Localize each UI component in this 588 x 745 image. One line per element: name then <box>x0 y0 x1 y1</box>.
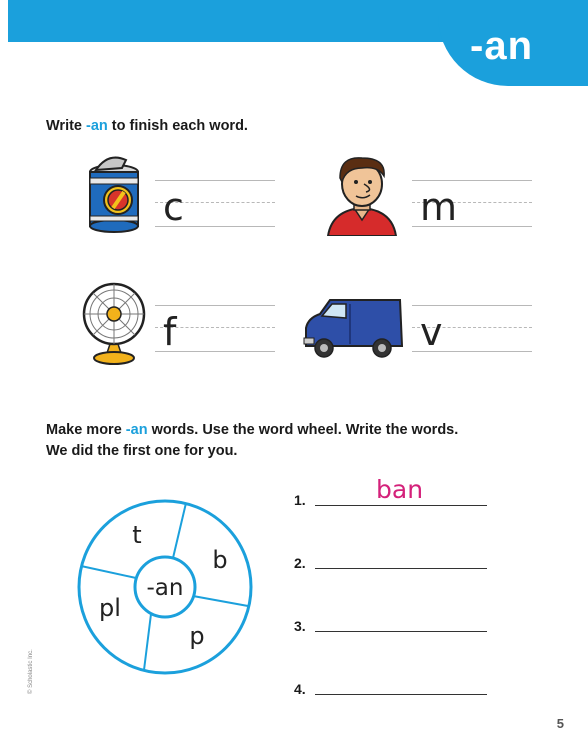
instruction-2-pre: Make more <box>46 422 126 438</box>
answer-number: 2. <box>294 555 306 571</box>
fan-icon <box>76 282 152 366</box>
wheel-divider <box>193 596 248 606</box>
word-wheel <box>76 498 254 676</box>
instruction-1 <box>46 116 248 137</box>
instruction-2-accent: -an <box>125 422 148 438</box>
wheel-center-ending: -an <box>146 575 184 601</box>
instruction-1-accent: -an <box>86 118 108 134</box>
answer-row-3[interactable] <box>294 606 494 636</box>
writing-line-top <box>412 180 532 181</box>
answer-line <box>315 631 487 632</box>
word-box-fan[interactable] <box>155 305 275 353</box>
can-icon <box>86 156 148 234</box>
instruction-2-line-2: We did the first one for you. <box>46 443 238 459</box>
page-number: 5 <box>556 716 564 731</box>
writing-line-top <box>412 305 532 306</box>
wheel-divider <box>81 566 136 578</box>
wheel-letter: pl <box>99 594 121 622</box>
answer-example-word: ban <box>376 475 424 504</box>
starting-letter: f <box>163 310 177 354</box>
starting-letter: m <box>420 185 458 229</box>
instruction-1-post: to finish each word. <box>107 118 248 134</box>
answer-line <box>315 694 487 695</box>
instruction-2-line-1 <box>46 420 458 441</box>
word-box-man[interactable] <box>412 180 532 228</box>
word-box-van[interactable] <box>412 305 532 353</box>
wheel-divider <box>173 503 186 558</box>
man-icon <box>326 152 398 236</box>
word-box-can[interactable] <box>155 180 275 228</box>
answer-line <box>315 505 487 506</box>
answer-number: 4. <box>294 681 306 697</box>
answer-row-2[interactable] <box>294 543 494 573</box>
starting-letter: c <box>163 185 184 229</box>
writing-line-top <box>155 305 275 306</box>
copyright-note: © Scholastic Inc. <box>28 649 34 694</box>
answer-number: 1. <box>294 492 306 508</box>
answer-number: 3. <box>294 618 306 634</box>
answer-line <box>315 568 487 569</box>
wheel-divider <box>144 614 151 670</box>
page-title: -an <box>470 24 533 68</box>
answer-row-1[interactable] <box>294 475 494 510</box>
starting-letter: v <box>420 310 443 354</box>
writing-line-top <box>155 180 275 181</box>
instruction-1-pre: Write <box>46 118 87 134</box>
wheel-letter: p <box>189 622 205 650</box>
wheel-letter: t <box>132 521 142 549</box>
wheel-letter: b <box>212 546 228 574</box>
instruction-2-post: words. Use the word wheel. Write the words. <box>147 422 459 438</box>
answer-row-4[interactable] <box>294 669 494 699</box>
van-icon <box>302 294 406 360</box>
instruction-2 <box>46 420 458 462</box>
